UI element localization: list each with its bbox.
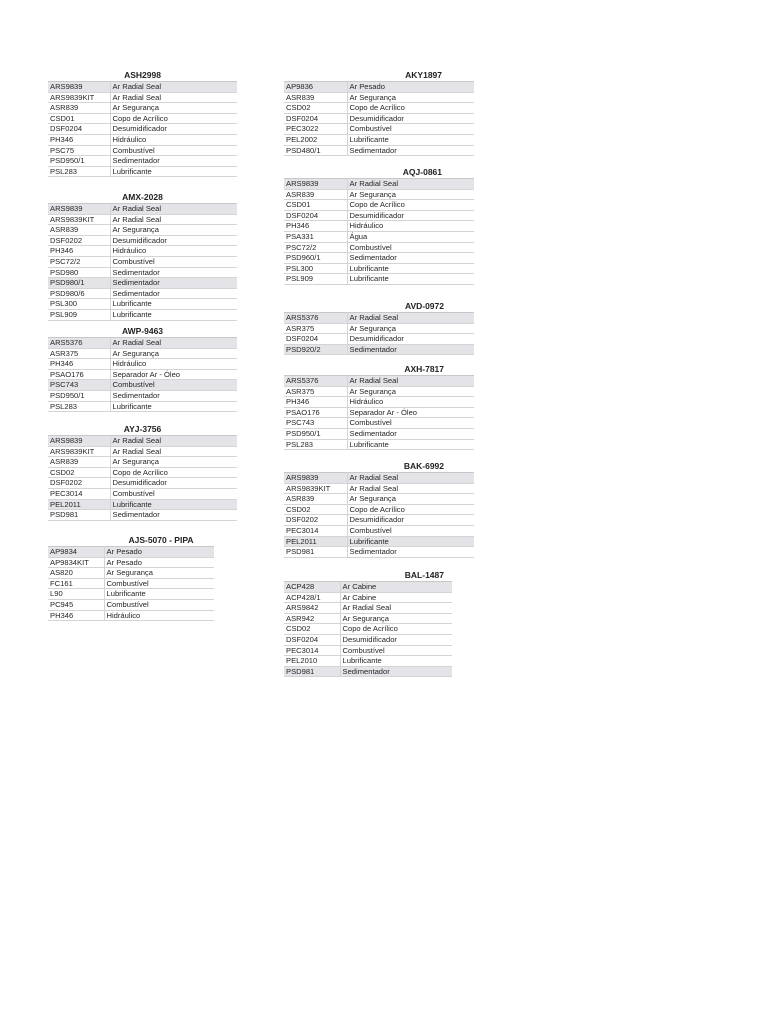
table-row <box>48 578 214 589</box>
table-row <box>284 274 474 285</box>
part-desc: Hidráulico <box>110 134 237 145</box>
table-row <box>48 299 237 310</box>
table-row <box>284 253 474 264</box>
part-code: PSL909 <box>284 274 347 285</box>
parts-table <box>284 375 474 450</box>
table-row <box>48 369 237 380</box>
part-code: DSF0204 <box>284 334 347 345</box>
part-desc: Copo de Acrílico <box>340 624 452 635</box>
table-bak6992 <box>284 461 474 558</box>
part-desc: Ar Pesado <box>347 82 474 93</box>
part-desc: Ar Segurança <box>340 613 452 624</box>
table-row <box>48 214 237 225</box>
table-row <box>284 82 474 93</box>
part-code: ARS5376 <box>284 313 347 324</box>
part-desc: Copo de Acrílico <box>347 504 474 515</box>
part-desc: Lubrificante <box>347 134 474 145</box>
part-code: CSD02 <box>284 103 347 114</box>
part-code: PSAO176 <box>284 407 347 418</box>
part-desc: Copo de Acrílico <box>110 467 237 478</box>
part-code: ASR375 <box>48 348 110 359</box>
table-row <box>284 613 452 624</box>
part-code: PH346 <box>48 610 104 621</box>
table-aqj0861 <box>284 167 474 285</box>
part-code: ARS9839 <box>48 82 110 93</box>
part-desc: Desumidificador <box>347 113 474 124</box>
part-code: PH346 <box>284 397 347 408</box>
part-desc: Lubrificante <box>347 439 474 450</box>
part-desc: Ar Segurança <box>110 457 237 468</box>
table-row <box>48 557 214 568</box>
part-code: DSF0202 <box>48 478 110 489</box>
part-desc: Sedimentador <box>110 267 237 278</box>
part-code: PSD980/1 <box>48 278 110 289</box>
table-row <box>48 359 237 370</box>
part-code: CSD02 <box>284 624 340 635</box>
table-row <box>48 145 237 156</box>
part-desc: Ar Radial Seal <box>110 204 237 215</box>
table-row <box>48 267 237 278</box>
table-row <box>48 256 237 267</box>
part-code: PSC72/2 <box>48 256 110 267</box>
part-code: CSD02 <box>284 504 347 515</box>
table-row <box>284 634 452 645</box>
part-code: ASR839 <box>284 92 347 103</box>
table-row <box>48 589 214 600</box>
part-desc: Ar Radial Seal <box>347 376 474 387</box>
part-desc: Sedimentador <box>110 288 237 299</box>
part-desc: Ar Radial Seal <box>110 82 237 93</box>
part-code: PSD480/1 <box>284 145 347 156</box>
part-desc: Combustível <box>110 145 237 156</box>
part-code: PH346 <box>48 134 110 145</box>
table-title: AQJ-0861 <box>402 167 442 177</box>
part-code: CSD01 <box>48 113 110 124</box>
part-code: ASR839 <box>284 189 347 200</box>
table-title: BAK-6992 <box>403 461 444 471</box>
table-row <box>48 478 237 489</box>
part-desc: Hidráulico <box>347 221 474 232</box>
part-desc: Lubrificante <box>347 263 474 274</box>
table-row <box>284 210 474 221</box>
part-desc: Hidráulico <box>104 610 214 621</box>
table-row <box>48 547 214 558</box>
part-desc: Ar Segurança <box>110 348 237 359</box>
table-axh7817 <box>284 364 474 450</box>
table-row <box>48 436 237 447</box>
table-ajs5070-pipa <box>48 535 214 621</box>
part-desc: Ar Radial Seal <box>347 483 474 494</box>
part-code: PEC3022 <box>284 124 347 135</box>
part-desc: Ar Segurança <box>347 189 474 200</box>
table-row <box>48 599 214 610</box>
table-row <box>284 200 474 211</box>
table-title: AYJ-3756 <box>123 424 162 434</box>
part-code: PEC3014 <box>284 525 347 536</box>
table-row <box>284 547 474 558</box>
part-desc: Água <box>347 231 474 242</box>
table-row <box>48 92 237 103</box>
part-code: ARS9839KIT <box>284 483 347 494</box>
part-desc: Ar Segurança <box>347 92 474 103</box>
table-row <box>284 428 474 439</box>
part-desc: Lubrificante <box>110 499 237 510</box>
table-row <box>284 323 474 334</box>
table-title: AMX-2028 <box>122 192 163 202</box>
table-row <box>284 334 474 345</box>
part-code: PSD981 <box>48 510 110 521</box>
parts-table <box>284 178 474 285</box>
part-code: PSD980 <box>48 267 110 278</box>
part-desc: Desumidificador <box>347 210 474 221</box>
part-desc: Desumidificador <box>110 478 237 489</box>
part-code: ARS9839KIT <box>48 214 110 225</box>
table-row <box>284 376 474 387</box>
part-desc: Ar Radial Seal <box>110 338 237 349</box>
part-code: AS820 <box>48 568 104 579</box>
part-code: L90 <box>48 589 104 600</box>
part-desc: Ar Cabine <box>340 582 452 593</box>
part-code: DSF0202 <box>48 235 110 246</box>
table-row <box>284 656 452 667</box>
part-code: PSD980/6 <box>48 288 110 299</box>
part-code: PSL909 <box>48 309 110 320</box>
part-desc: Lubrificante <box>104 589 214 600</box>
part-desc: Ar Radial Seal <box>110 214 237 225</box>
part-code: DSF0204 <box>284 210 347 221</box>
table-avd0972 <box>284 301 474 355</box>
part-desc: Ar Radial Seal <box>347 179 474 190</box>
table-row <box>284 582 452 593</box>
parts-table <box>48 546 214 621</box>
part-desc: Ar Pesado <box>104 547 214 558</box>
part-desc: Combustível <box>110 380 237 391</box>
part-desc: Ar Segurança <box>104 568 214 579</box>
table-row <box>48 499 237 510</box>
part-desc: Sedimentador <box>340 666 452 677</box>
part-code: ARS9839 <box>284 473 347 484</box>
part-desc: Sedimentador <box>110 390 237 401</box>
part-code: PSD950/1 <box>284 428 347 439</box>
part-desc: Combustível <box>347 242 474 253</box>
part-code: PSAO176 <box>48 369 110 380</box>
part-desc: Ar Segurança <box>347 494 474 505</box>
table-aky1897 <box>284 70 474 156</box>
part-code: PEL2011 <box>48 499 110 510</box>
part-code: FC161 <box>48 578 104 589</box>
parts-table <box>284 581 452 677</box>
part-desc: Ar Segurança <box>110 225 237 236</box>
table-row <box>284 504 474 515</box>
table-row <box>284 231 474 242</box>
part-code: PEC3014 <box>284 645 340 656</box>
table-row <box>284 124 474 135</box>
part-code: ARS9839KIT <box>48 92 110 103</box>
table-row <box>284 386 474 397</box>
part-code: PEL2002 <box>284 134 347 145</box>
table-row <box>48 401 237 412</box>
part-desc: Ar Radial Seal <box>340 603 452 614</box>
table-row <box>284 418 474 429</box>
part-code: PC945 <box>48 599 104 610</box>
part-code: PSD920/2 <box>284 344 347 355</box>
part-desc: Ar Pesado <box>104 557 214 568</box>
part-code: PH346 <box>284 221 347 232</box>
table-row <box>48 309 237 320</box>
table-row <box>284 439 474 450</box>
part-desc: Lubrificante <box>110 166 237 177</box>
part-code: CSD02 <box>48 467 110 478</box>
table-row <box>48 338 237 349</box>
part-code: ASR942 <box>284 613 340 624</box>
table-row <box>284 666 452 677</box>
part-code: DSF0202 <box>284 515 347 526</box>
table-amx2028 <box>48 192 237 321</box>
part-desc: Sedimentador <box>110 156 237 167</box>
part-code: PEC3014 <box>48 488 110 499</box>
parts-table <box>284 312 474 355</box>
part-desc: Sedimentador <box>347 344 474 355</box>
part-code: PSL283 <box>48 401 110 412</box>
part-code: ASR839 <box>48 103 110 114</box>
table-row <box>48 156 237 167</box>
part-code: ARS9839 <box>48 436 110 447</box>
table-row <box>48 103 237 114</box>
part-code: PSD981 <box>284 666 340 677</box>
part-desc: Desumidificador <box>110 124 237 135</box>
table-row <box>48 348 237 359</box>
parts-table <box>48 203 237 321</box>
part-desc: Ar Cabine <box>340 592 452 603</box>
part-desc: Ar Radial Seal <box>347 473 474 484</box>
table-row <box>48 457 237 468</box>
table-title: ASH2998 <box>124 70 161 80</box>
part-code: PSC743 <box>48 380 110 391</box>
part-desc: Hidráulico <box>347 397 474 408</box>
part-code: PSL300 <box>48 299 110 310</box>
table-row <box>284 221 474 232</box>
part-desc: Ar Segurança <box>110 103 237 114</box>
table-row <box>284 134 474 145</box>
part-desc: Sedimentador <box>110 278 237 289</box>
part-desc: Desumidificador <box>347 515 474 526</box>
table-row <box>48 288 237 299</box>
part-code: PSL300 <box>284 263 347 274</box>
table-row <box>48 380 237 391</box>
part-code: CSD01 <box>284 200 347 211</box>
table-row <box>48 113 237 124</box>
part-code: PH346 <box>48 359 110 370</box>
part-desc: Copo de Acrílico <box>347 200 474 211</box>
part-code: DSF0204 <box>48 124 110 135</box>
table-row <box>48 204 237 215</box>
table-row <box>48 166 237 177</box>
table-title: AKY1897 <box>405 70 442 80</box>
table-row <box>284 113 474 124</box>
table-title: AVD-0972 <box>404 301 444 311</box>
parts-table <box>48 81 237 177</box>
part-code: ARS9839 <box>48 204 110 215</box>
table-row <box>48 488 237 499</box>
table-row <box>284 263 474 274</box>
table-row <box>48 134 237 145</box>
table-ayj3756 <box>48 424 237 521</box>
part-desc: Sedimentador <box>347 428 474 439</box>
table-row <box>48 610 214 621</box>
part-desc: Ar Radial Seal <box>110 92 237 103</box>
part-code: PSL283 <box>48 166 110 177</box>
table-row <box>48 278 237 289</box>
table-row <box>284 397 474 408</box>
part-code: AP9836 <box>284 82 347 93</box>
table-row <box>48 246 237 257</box>
part-code: ARS9842 <box>284 603 340 614</box>
part-desc: Ar Radial Seal <box>110 446 237 457</box>
parts-table <box>284 81 474 156</box>
part-desc: Hidráulico <box>110 359 237 370</box>
part-code: PSD981 <box>284 547 347 558</box>
part-desc: Separador Ar - Óleo <box>347 407 474 418</box>
part-code: ASR375 <box>284 323 347 334</box>
part-desc: Separador Ar - Óleo <box>110 369 237 380</box>
table-row <box>284 242 474 253</box>
table-row <box>284 592 452 603</box>
part-code: ARS5376 <box>284 376 347 387</box>
table-row <box>48 467 237 478</box>
table-row <box>48 390 237 401</box>
part-code: ASR839 <box>48 225 110 236</box>
part-desc: Combustível <box>347 418 474 429</box>
table-row <box>48 446 237 457</box>
table-row <box>284 483 474 494</box>
part-code: PSD960/1 <box>284 253 347 264</box>
table-row <box>48 124 237 135</box>
part-code: PSC75 <box>48 145 110 156</box>
part-code: ACP428/1 <box>284 592 340 603</box>
table-row <box>284 103 474 114</box>
table-title: AJS-5070 - PIPA <box>128 535 194 545</box>
parts-table <box>284 472 474 558</box>
part-code: PSD950/1 <box>48 390 110 401</box>
part-code: PSD950/1 <box>48 156 110 167</box>
part-code: PEL2010 <box>284 656 340 667</box>
table-row <box>48 568 214 579</box>
part-desc: Ar Radial Seal <box>347 313 474 324</box>
part-code: ARS9839 <box>284 179 347 190</box>
table-row <box>284 344 474 355</box>
part-code: PEL2011 <box>284 536 347 547</box>
part-code: AP9834 <box>48 547 104 558</box>
table-row <box>284 145 474 156</box>
part-desc: Lubrificante <box>110 309 237 320</box>
table-row <box>284 179 474 190</box>
part-desc: Hidráulico <box>110 246 237 257</box>
part-code: ASR375 <box>284 386 347 397</box>
part-code: PSC72/2 <box>284 242 347 253</box>
table-row <box>284 494 474 505</box>
table-row <box>48 235 237 246</box>
part-desc: Ar Segurança <box>347 386 474 397</box>
part-desc: Lubrificante <box>110 401 237 412</box>
table-row <box>48 82 237 93</box>
part-desc: Desumidificador <box>340 634 452 645</box>
table-row <box>284 645 452 656</box>
table-row <box>284 92 474 103</box>
table-awp9463 <box>48 326 237 412</box>
table-ash2998 <box>48 70 237 177</box>
part-code: ASR839 <box>284 494 347 505</box>
part-code: ARS9839KIT <box>48 446 110 457</box>
part-desc: Lubrificante <box>347 536 474 547</box>
part-desc: Sedimentador <box>347 145 474 156</box>
table-row <box>284 189 474 200</box>
table-row <box>284 313 474 324</box>
table-row <box>284 473 474 484</box>
part-code: PSC743 <box>284 418 347 429</box>
table-row <box>284 624 452 635</box>
part-desc: Ar Radial Seal <box>110 436 237 447</box>
parts-table <box>48 337 237 412</box>
table-title: AWP-9463 <box>121 326 164 336</box>
part-desc: Lubrificante <box>347 274 474 285</box>
parts-table <box>48 435 237 521</box>
table-row <box>48 510 237 521</box>
part-desc: Combustível <box>104 578 214 589</box>
table-row <box>284 525 474 536</box>
part-code: PH346 <box>48 246 110 257</box>
part-desc: Desumidificador <box>347 334 474 345</box>
part-code: ACP428 <box>284 582 340 593</box>
table-row <box>284 407 474 418</box>
part-code: PSL283 <box>284 439 347 450</box>
part-desc: Sedimentador <box>110 510 237 521</box>
table-title: AXH-7817 <box>404 364 444 374</box>
table-row <box>48 225 237 236</box>
part-code: ARS5376 <box>48 338 110 349</box>
table-bal1487 <box>284 570 452 677</box>
part-desc: Lubrificante <box>340 656 452 667</box>
part-desc: Combustível <box>347 124 474 135</box>
part-desc: Combustível <box>104 599 214 610</box>
part-code: DSF0204 <box>284 634 340 645</box>
part-desc: Copo de Acrílico <box>347 103 474 114</box>
part-code: AP9834KIT <box>48 557 104 568</box>
table-row <box>284 603 452 614</box>
part-code: ASR839 <box>48 457 110 468</box>
part-desc: Desumidificador <box>110 235 237 246</box>
part-desc: Sedimentador <box>347 547 474 558</box>
part-desc: Copo de Acrílico <box>110 113 237 124</box>
table-row <box>284 515 474 526</box>
part-code: DSF0204 <box>284 113 347 124</box>
part-desc: Ar Segurança <box>347 323 474 334</box>
part-desc: Sedimentador <box>347 253 474 264</box>
part-desc: Combustível <box>340 645 452 656</box>
table-row <box>284 536 474 547</box>
part-code: PSA331 <box>284 231 347 242</box>
table-title: BAL-1487 <box>404 570 444 580</box>
part-desc: Combustível <box>347 525 474 536</box>
part-desc: Lubrificante <box>110 299 237 310</box>
part-desc: Combustível <box>110 488 237 499</box>
part-desc: Combustível <box>110 256 237 267</box>
